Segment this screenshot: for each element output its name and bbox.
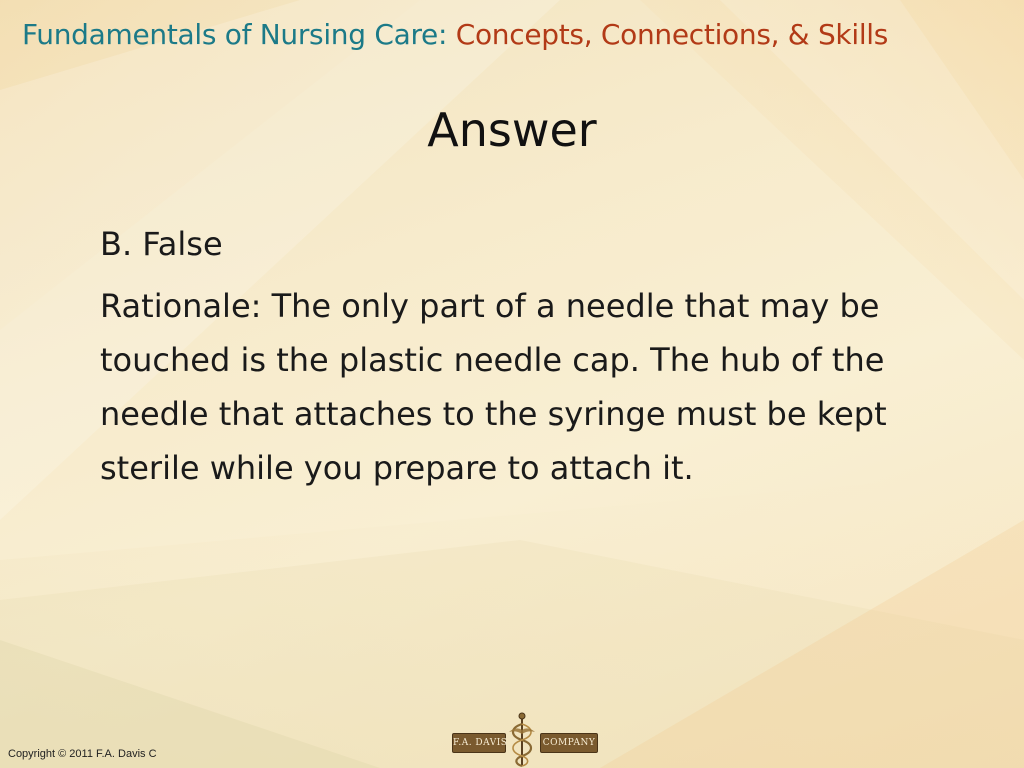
slide-title: Answer (427, 103, 597, 157)
course-header-title (22, 18, 888, 52)
caduceus-icon (507, 712, 537, 768)
header-title-subtitle: Concepts, Connections, & Skills (455, 18, 889, 51)
fa-davis-company-logo (452, 712, 596, 768)
logo-right-label: COMPANY (540, 733, 598, 753)
copyright-notice: Copyright © 2011 F.A. Davis C (8, 748, 157, 760)
header-title-main: Fundamentals of Nursing Care: (22, 18, 456, 51)
logo-left-label: F.A. DAVIS (452, 733, 506, 753)
slide-content (100, 217, 960, 495)
rationale-text: Rationale: The only part of a needle that may be touched is the plastic needle cap. The hub of the needle that attaches to the syringe must be kept sterile while you prepare to attach it. (100, 287, 887, 487)
answer-text: B. False (100, 225, 223, 263)
